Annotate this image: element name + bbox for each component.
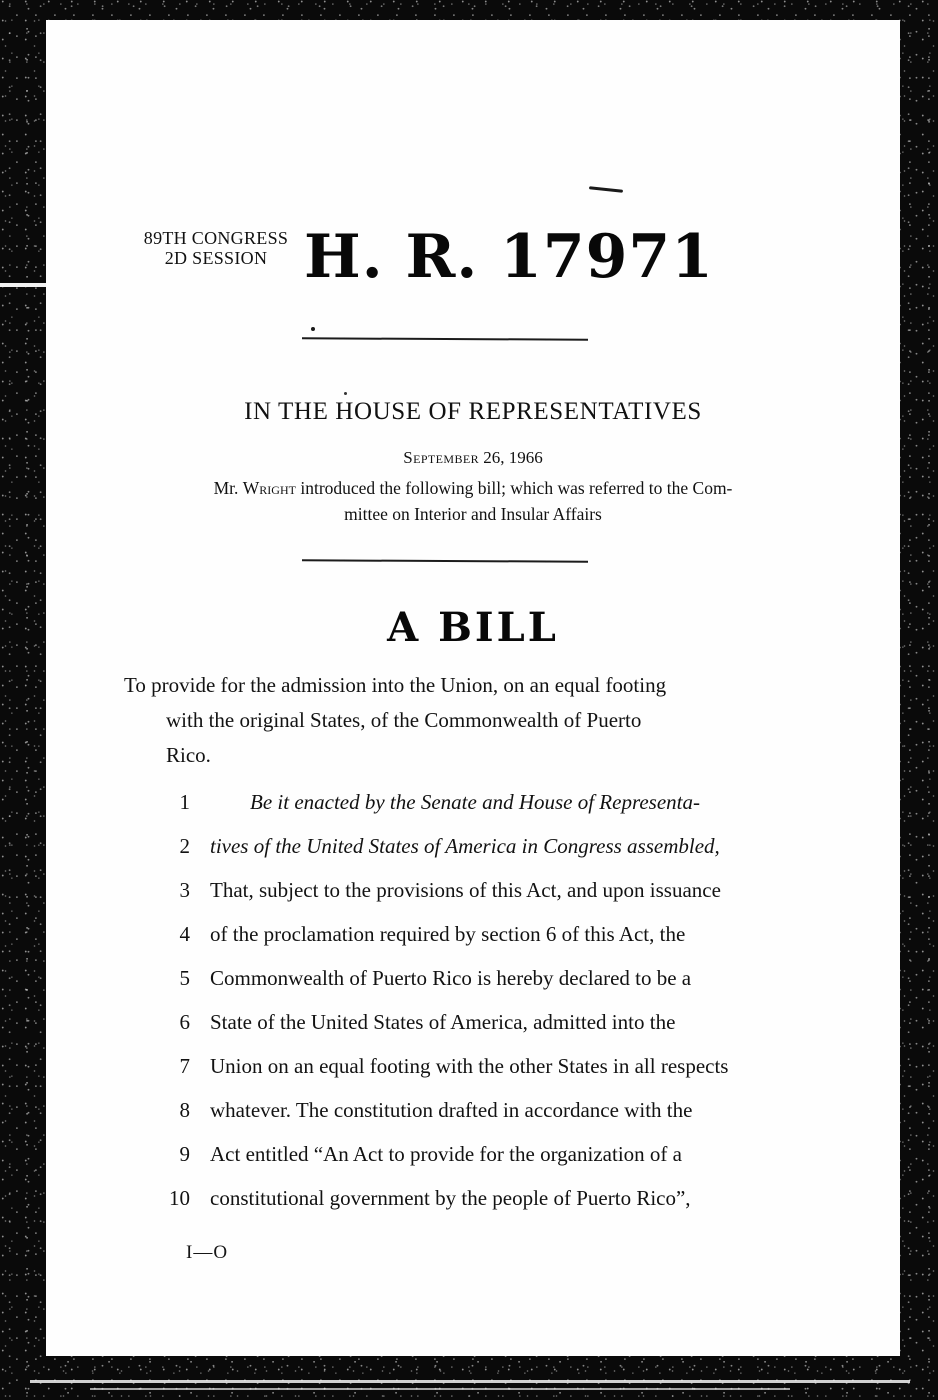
line-number: 3: [179, 878, 190, 902]
date-month: September: [403, 448, 479, 467]
scan-border-streak: [90, 1388, 790, 1390]
bill-text-line: [124, 1098, 824, 1142]
sponsor-name: Wright: [242, 478, 296, 498]
scan-border-streak: [30, 1380, 910, 1383]
long-title-line: with the original States, of the Commonwealth of Puerto: [166, 708, 642, 732]
line-text: whatever. The constitution drafted in accordance with the: [210, 1098, 693, 1122]
bill-text-line: [124, 834, 824, 878]
line-number: 2: [179, 834, 190, 858]
congress-session-block: [131, 228, 301, 268]
footer-mark: I—O: [186, 1242, 229, 1263]
referral-note: [123, 475, 823, 528]
referral-line-1: Mr. Wright introduced the following bill; which was referred to the Com-: [213, 478, 733, 498]
ink-speck: [344, 392, 347, 395]
bill-text-line: [124, 1142, 824, 1186]
date-rest: 26, 1966: [478, 448, 543, 467]
masthead: [46, 222, 900, 302]
line-number: 6: [179, 1010, 190, 1034]
line-number: 10: [169, 1186, 190, 1210]
line-text: Commonwealth of Puerto Rico is hereby declared to be a: [210, 966, 692, 990]
long-title-line: To provide for the admission into the Union, on an equal footing: [124, 673, 667, 697]
long-title-line: Rico.: [166, 743, 211, 767]
bill-text-line: [124, 1010, 824, 1054]
document-page: [46, 20, 900, 1356]
bill-text-line: [124, 1186, 824, 1230]
line-text: of the proclamation required by section 6 of this Act, the: [210, 922, 686, 946]
ink-speck: [311, 327, 315, 331]
line-number: 7: [179, 1054, 190, 1078]
line-text: Be it enacted by the Senate and House of Representa-: [250, 790, 700, 814]
bill-text-line: [124, 922, 824, 966]
line-number: 9: [179, 1142, 190, 1166]
bill-text-line: [124, 966, 824, 1010]
chamber-heading: IN THE HOUSE OF REPRESENTATIVES: [244, 398, 702, 425]
line-text: constitutional government by the people of Puerto Rico”,: [210, 1186, 691, 1210]
line-number: 5: [179, 966, 190, 990]
line-number: 4: [179, 922, 190, 946]
bill-heading: A BILL: [387, 604, 559, 651]
line-number: 1: [179, 790, 190, 814]
long-title: [124, 668, 824, 773]
divider-rule-bottom: [302, 559, 588, 562]
bill-number: H. R. 17971: [304, 222, 714, 292]
line-text: Act entitled “An Act to provide for the organization of a: [210, 1142, 682, 1166]
bill-text-line: [124, 790, 824, 834]
line-text: tives of the United States of America in Congress assembled,: [210, 834, 720, 858]
line-number: 8: [179, 1098, 190, 1122]
bill-text-line: [124, 878, 824, 922]
bill-text-line: [124, 1054, 824, 1098]
congress-label: 89TH CONGRESS: [143, 228, 289, 248]
referral-line-2: mittee on Interior and Insular Affairs: [344, 504, 602, 525]
line-text: State of the United States of America, admitted into the: [210, 1010, 676, 1034]
scan-border-notch: [0, 283, 46, 287]
line-text: Union on an equal footing with the other States in all respects: [210, 1054, 729, 1078]
introduction-date: [46, 448, 900, 468]
bill-text-body: [124, 790, 824, 1230]
session-label: 2D SESSION: [164, 248, 268, 269]
divider-rule-top: [302, 337, 588, 340]
line-text: That, subject to the provisions of this Act, and upon issuance: [210, 878, 721, 902]
stray-pen-mark: [589, 186, 623, 193]
